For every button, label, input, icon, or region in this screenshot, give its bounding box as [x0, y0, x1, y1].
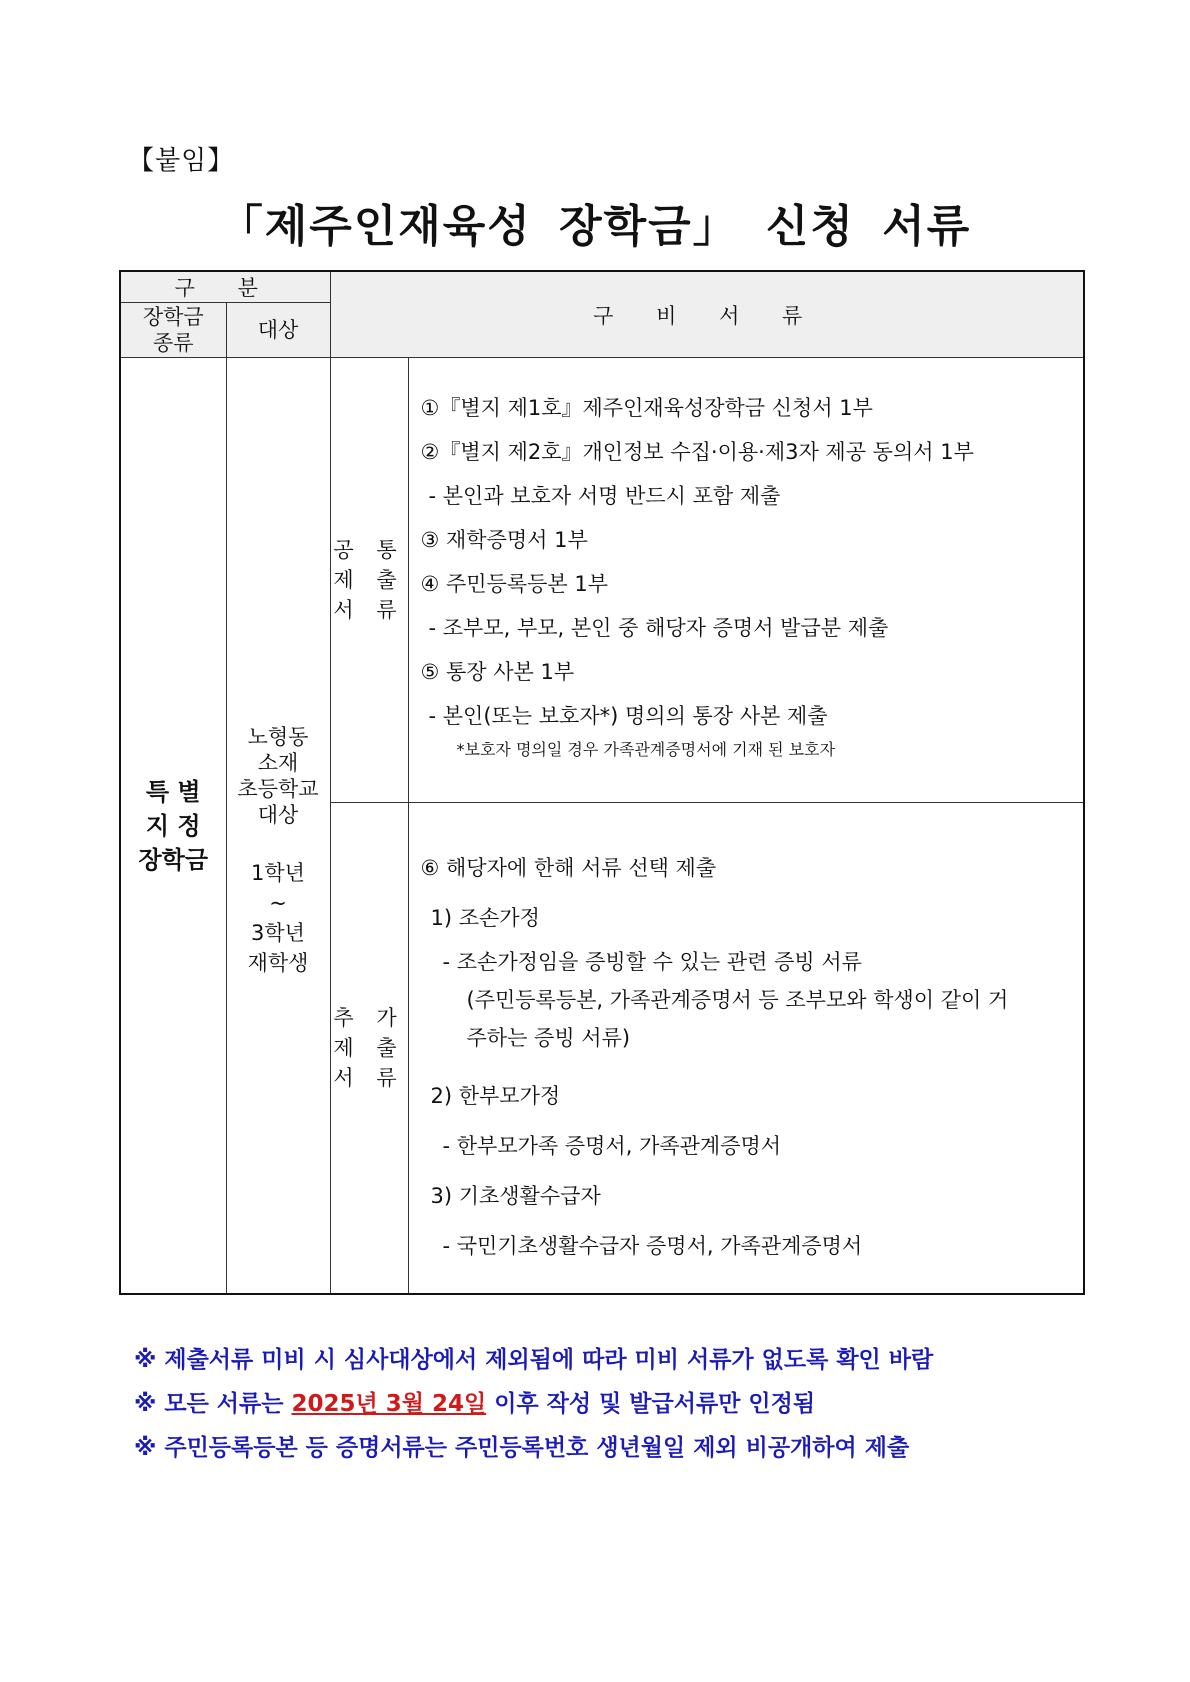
doc-item: (주민등록등본, 가족관계증명서 등 조부모와 학생이 같이 거: [466, 988, 1009, 1012]
category-line: 제 출: [333, 1036, 405, 1060]
kind-line: 지 정: [145, 811, 201, 840]
notes-block: [134, 1338, 933, 1470]
attachment-label: 【붙임】: [128, 146, 235, 176]
note-date-suffix: 이후 작성 및 발급서류만 인정됨: [486, 1391, 816, 1417]
target-line: 1학년: [251, 860, 305, 885]
doc-item: - 국민기초생활수급자 증명서, 가족관계증명서: [442, 1234, 863, 1258]
target-line: 소재: [257, 750, 299, 775]
doc-item: - 본인(또는 보호자*) 명의의 통장 사본 제출: [428, 704, 828, 728]
doc-item: 2) 한부모가정: [430, 1084, 561, 1108]
header-target: 대상: [226, 303, 330, 358]
header-gubun: 구 분: [120, 271, 330, 303]
doc-item: - 한부모가족 증명서, 가족관계증명서: [442, 1134, 782, 1158]
note-date-highlight: 2025년 3월 24일: [291, 1391, 487, 1417]
header-kind-line: 장학금: [142, 305, 204, 329]
doc-item: 1) 조손가정: [430, 906, 540, 930]
doc-item: - 본인과 보호자 서명 반드시 포함 제출: [428, 484, 781, 508]
note-valid-date: [134, 1382, 933, 1426]
page-title: 「제주인재육성 장학금」 신청 서류: [218, 201, 972, 252]
documents-table: [119, 270, 1085, 1295]
header-scholarship-kind: [120, 303, 226, 358]
category-line: 추 가: [333, 1006, 405, 1030]
additional-docs-list: [408, 803, 1084, 1295]
target-line: 재학생: [247, 950, 309, 975]
doc-item: ①『별지 제1호』제주인재육성장학금 신청서 1부: [420, 396, 873, 420]
common-docs-category: [330, 358, 408, 803]
kind-line: 특 별: [145, 777, 201, 806]
category-line: 제 출: [333, 568, 405, 592]
kind-line: 장학금: [138, 845, 209, 874]
header-kind-line: 종류: [152, 331, 194, 355]
doc-footnote: *보호자 명의일 경우 가족관계증명서에 기재 된 보호자: [456, 740, 836, 759]
doc-item: ③ 재학증명서 1부: [420, 528, 588, 552]
common-docs-list: [408, 358, 1084, 803]
note-date-prefix: ※ 모든 서류는: [134, 1391, 292, 1417]
doc-item: 주하는 증빙 서류): [466, 1026, 631, 1050]
target-line: 초등학교: [237, 776, 319, 801]
doc-item: ⑤ 통장 사본 1부: [420, 660, 575, 684]
category-line: 공 통: [333, 538, 405, 562]
note-privacy: ※ 주민등록등본 등 증명서류는 주민등록번호 생년월일 제외 비공개하여 제출: [134, 1435, 910, 1461]
additional-docs-category: [330, 803, 408, 1295]
doc-item: ②『별지 제2호』개인정보 수집·이용·제3자 제공 동의서 1부: [420, 440, 974, 464]
scholarship-kind-cell: [120, 358, 226, 1295]
target-line: ~: [269, 890, 287, 915]
header-required-docs: 구 비 서 류: [330, 271, 1084, 358]
doc-item: ④ 주민등록등본 1부: [420, 572, 609, 596]
target-line: 대상: [257, 802, 299, 827]
category-line: 서 류: [333, 1066, 405, 1090]
target-line: 3학년: [251, 920, 305, 945]
category-line: 서 류: [333, 598, 405, 622]
target-line: 노형동: [247, 724, 309, 749]
doc-item: 3) 기초생활수급자: [430, 1184, 601, 1208]
doc-item: - 조손가정임을 증빙할 수 있는 관련 증빙 서류: [442, 950, 862, 974]
note-incomplete-docs: ※ 제출서류 미비 시 심사대상에서 제외됨에 따라 미비 서류가 없도록 확인 바람: [134, 1347, 934, 1373]
doc-item: ⑥ 해당자에 한해 서류 선택 제출: [420, 856, 717, 880]
doc-item: - 조부모, 부모, 본인 중 해당자 증명서 발급분 제출: [428, 616, 889, 640]
target-cell: [226, 358, 330, 1295]
